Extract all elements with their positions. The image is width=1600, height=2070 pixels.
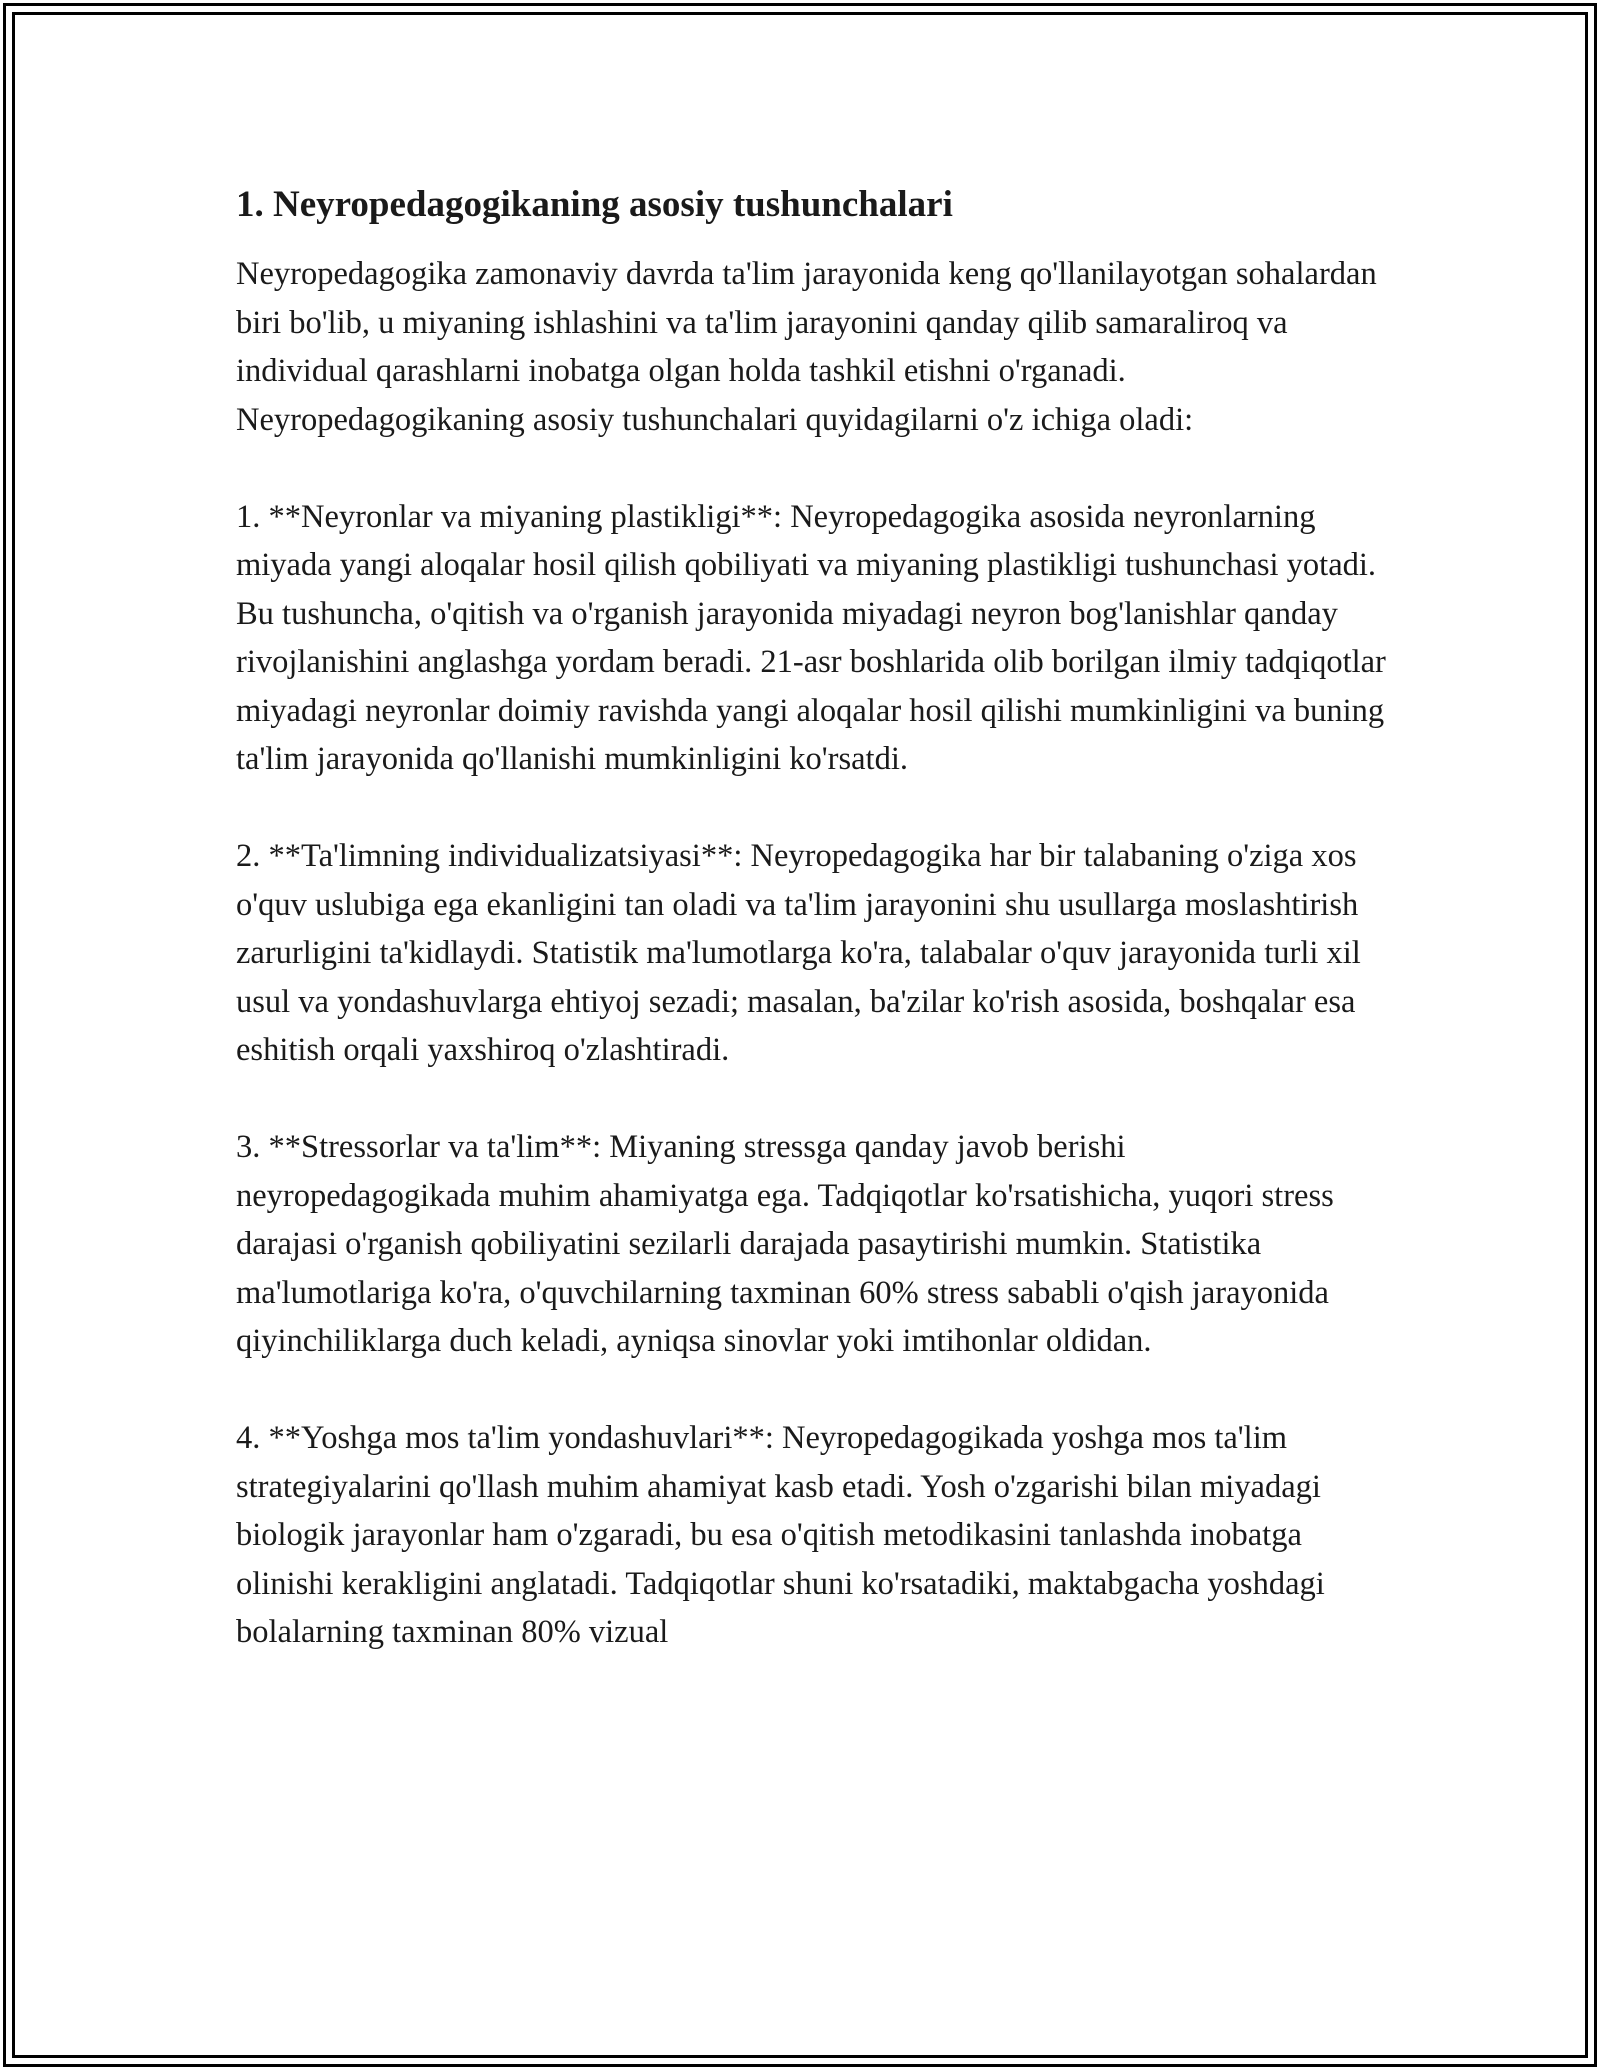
document-body (236, 182, 1386, 1657)
intro-paragraph: Neyropedagogika zamonaviy davrda ta'lim jarayonida keng qo'llanilayotgan sohalardan biri bo'lib, u miyaning ishlashini va ta'lim jarayonini qanday qilib samaraliroq va individual qarashlarni inobatga olgan holda tashkil etishni o'rganadi. Neyropedagogikaning asosiy tushunchalari quyidagilarni o'z ichiga oladi: (236, 256, 1377, 438)
section-heading: 1. Neyropedagogikaning asosiy tushunchalari (236, 184, 953, 225)
paragraph-individualization: 2. **Ta'limning individualizatsiyasi**: Neyropedagogika har bir talabaning o'ziga xos o'quv uslubiga ega ekanligini tan oladi va ta'lim jarayonini shu usullarga moslashtirish zarurligini ta'kidlaydi. Statistik ma'lumotlarga ko'ra, talabalar o'quv jarayonida turli xil usul va yondashuvlarga ehtiyoj sezadi; masalan, ba'zilar ko'rish asosida, boshqalar esa eshitish orqali yaxshiroq o'zlashtiradi. (236, 838, 1361, 1068)
paragraph-age-approaches: 4. **Yoshga mos ta'lim yondashuvlari**: Neyropedagogikada yoshga mos ta'lim strategiyalarini qo'llash muhim ahamiyat kasb etadi. Yosh o'zgarishi bilan miyadagi biologik jarayonlar ham o'zgaradi, bu esa o'qitish metodikasini tanlashda inobatga olinishi kerakligini anglatadi. Tadqiqotlar shuni ko'rsatadiki, maktabgacha yoshdagi bolalarning taxminan 80% vizual (236, 1420, 1325, 1650)
paragraph-neuroplasticity: 1. **Neyronlar va miyaning plastikligi**: Neyropedagogika asosida neyronlarning miyada yangi aloqalar hosil qilish qobiliyati va miyaning plastikligi tushunchasi yotadi. Bu tushuncha, o'qitish va o'rganish jarayonida miyadagi neyron bog'lanishlar qanday rivojlanishini anglashga yordam beradi. 21-asr boshlarida olib borilgan ilmiy tadqiqotlar miyadagi neyronlar doimiy ravishda yangi aloqalar hosil qilishi mumkinligini va buning ta'lim jarayonida qo'llanishi mumkinligini ko'rsatdi. (236, 498, 1386, 777)
paragraph-stressors: 3. **Stressorlar va ta'lim**: Miyaning stressga qanday javob berishi neyropedagogikada muhim ahamiyatga ega. Tadqiqotlar ko'rsatishicha, yuqori stress darajasi o'rganish qobiliyatini sezilarli darajada pasaytirishi mumkin. Statistika ma'lumotlariga ko'ra, o'quvchilarning taxminan 60% stress sababli o'qish jarayonida qiyinchiliklarga duch keladi, ayniqsa sinovlar yoki imtihonlar oldidan. (236, 1129, 1334, 1359)
